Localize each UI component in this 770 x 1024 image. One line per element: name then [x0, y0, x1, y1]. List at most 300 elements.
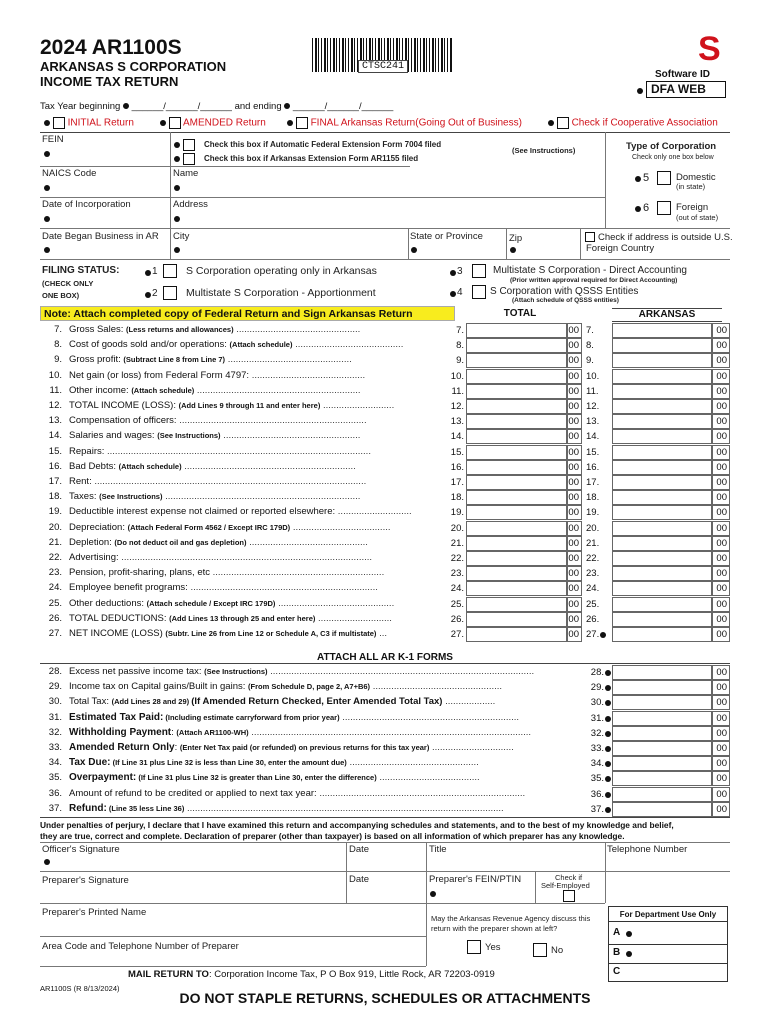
line-ref-right: 19.: [586, 507, 600, 519]
line-number: 10.: [48, 369, 62, 381]
arkansas-amount-field[interactable]: [612, 551, 712, 566]
arkansas-amount-field[interactable]: [612, 369, 712, 384]
date-label-2: Date: [349, 874, 370, 885]
cents-divider: [566, 597, 582, 612]
bullet-icon: [44, 859, 50, 865]
arkansas-amount-field[interactable]: [612, 414, 712, 429]
bullet-icon: [44, 216, 50, 222]
line-ref: 33.: [584, 741, 604, 756]
line-ref: 29.: [584, 680, 604, 695]
bullet-icon: [44, 120, 50, 126]
filing-3-checkbox[interactable]: [472, 264, 486, 278]
line-ref: 15.: [438, 445, 464, 460]
discuss-yes-checkbox[interactable]: [467, 940, 481, 954]
bullet-icon: [160, 120, 166, 126]
amount-field[interactable]: [612, 711, 712, 726]
line-text: Taxes:: [69, 491, 100, 503]
dot-leader: .............................................: [246, 536, 368, 548]
line-text: Total Tax:: [69, 696, 112, 708]
line-subtext: (Less returns and allowances): [126, 325, 234, 334]
line-ref-right: 21.: [586, 537, 600, 549]
cents-arkansas: 00: [716, 370, 727, 382]
area-code-label: Area Code and Telephone Number of Preparer: [42, 941, 239, 952]
bullet-icon: [44, 247, 50, 253]
title-label: Title: [429, 844, 447, 855]
cents-divider: [712, 665, 730, 680]
ext1155-label: Check this box if Arkansas Extension Form AR1155 filed: [204, 154, 419, 163]
line-ref: 16.: [438, 460, 464, 475]
cents-total: 00: [568, 477, 579, 488]
dot-leader: ............................: [337, 506, 412, 518]
attach-note: Note: Attach completed copy of Federal Return and Sign Arkansas Return: [40, 306, 455, 321]
arkansas-amount-field[interactable]: [612, 338, 712, 353]
line-text: Rent:: [69, 476, 95, 487]
arkansas-amount-field[interactable]: [612, 566, 712, 581]
amount-field[interactable]: [612, 756, 712, 771]
line-ref: 34.: [584, 756, 604, 771]
line-ref-right: 7.: [586, 325, 594, 336]
cents-total: 00: [568, 416, 579, 428]
bullet-icon: [510, 247, 516, 253]
line-row: [40, 695, 598, 709]
total-amount-field[interactable]: [466, 369, 568, 384]
attach-k1-heading: ATTACH ALL AR K-1 FORMS: [317, 652, 453, 663]
cents-divider: [712, 711, 730, 726]
line-text: Bad Debts:: [69, 460, 119, 472]
cents-divider: [712, 802, 730, 817]
cents-divider: [712, 490, 730, 505]
line-number: 28.: [48, 666, 62, 677]
line-number: 20.: [48, 521, 62, 533]
cents-total: 00: [568, 568, 579, 580]
line-row: [40, 711, 598, 725]
bullet-icon: [605, 700, 611, 706]
one-box-label: ONE BOX): [42, 291, 80, 300]
cents-divider: [566, 566, 582, 581]
cents-total: 00: [568, 613, 579, 625]
line-text: Excess net passive income tax:: [69, 666, 205, 677]
arkansas-amount-field[interactable]: [612, 399, 712, 414]
line-row: [40, 414, 460, 428]
total-amount-field[interactable]: [466, 414, 568, 429]
form-subtitle-1: ARKANSAS S CORPORATION: [40, 59, 227, 74]
bullet-icon: [430, 891, 436, 897]
line-number: 17.: [48, 476, 62, 487]
filing-4-checkbox[interactable]: [472, 285, 486, 299]
dot-leader: ............................: [315, 612, 392, 624]
line-text: TOTAL INCOME (LOSS):: [69, 400, 179, 411]
line-row: [40, 353, 460, 367]
arkansas-amount-field[interactable]: [612, 597, 712, 612]
line-text: Salaries and wages:: [69, 430, 158, 442]
line-number: 11.: [49, 384, 62, 396]
line-subtext: (See Instructions): [99, 492, 163, 502]
cents-arkansas: 00: [716, 340, 727, 352]
line-ref: 31.: [584, 711, 604, 726]
cents-divider: [566, 323, 582, 338]
discuss-no-checkbox[interactable]: [533, 943, 547, 957]
line-number: 12.: [48, 400, 62, 411]
bullet-icon: [605, 746, 611, 752]
total-amount-field[interactable]: [466, 521, 568, 536]
arkansas-amount-field[interactable]: [612, 536, 712, 551]
cents-arkansas: 00: [716, 507, 727, 519]
check-only-label: (CHECK ONLY: [42, 279, 94, 288]
filing-1-checkbox[interactable]: [163, 264, 177, 278]
total-amount-field[interactable]: [466, 445, 568, 460]
tax-year-label: Tax Year beginning: [40, 101, 121, 112]
cents-divider: [712, 726, 730, 741]
line-ref-right: 22.: [586, 553, 600, 564]
cents-divider: [712, 597, 730, 612]
naics-label: NAICS Code: [42, 168, 97, 179]
dot-leader: ...........................................: [251, 369, 366, 381]
bullet-icon: [626, 951, 632, 957]
line-text: Compensation of officers:: [69, 415, 180, 427]
line-subtext: (Enter Net Tax paid (or refunded) on previous returns for this tax year): [179, 743, 430, 752]
line-bold-text: Tax Due:: [69, 757, 111, 769]
amount-field[interactable]: [612, 802, 712, 817]
tax-year-end-field[interactable]: ______/______/______: [292, 101, 394, 112]
line-ref-right: 26.: [586, 613, 600, 625]
total-amount-field[interactable]: [466, 551, 568, 566]
cents-amount: 00: [716, 697, 727, 709]
total-amount-field[interactable]: [466, 475, 568, 490]
line-number: 19.: [48, 506, 62, 518]
cents-arkansas: 00: [716, 401, 727, 412]
line-subtext: (Add Lines 13 through 25 and enter here): [169, 613, 316, 623]
line-text: Income tax on Capital gains/Built in gains:: [69, 681, 249, 693]
total-amount-field[interactable]: [466, 505, 568, 520]
form-title: 2024 AR1100S: [40, 36, 182, 59]
dot-leader: ...........................: [320, 400, 395, 411]
line-number: 29.: [48, 681, 62, 693]
filing-1-number: 1: [152, 266, 158, 277]
arkansas-amount-field[interactable]: [612, 353, 712, 368]
cents-arkansas: 00: [716, 568, 727, 580]
line-bold-text: Overpayment:: [69, 772, 137, 784]
bullet-icon: [548, 120, 554, 126]
total-amount-field[interactable]: [466, 353, 568, 368]
dot-leader: .................................................................: [212, 567, 385, 579]
bullet-icon: [284, 103, 290, 109]
arkansas-amount-field[interactable]: [612, 445, 712, 460]
cents-amount: 00: [716, 773, 727, 785]
date-inc-label: Date of Incorporation: [42, 199, 131, 210]
line-bold-text: Amended Return Only: [69, 742, 175, 753]
bullet-icon: [605, 776, 611, 782]
line-subtext: (Attach schedule): [131, 385, 195, 395]
dot-leader: ........................................................................................................................: [184, 802, 504, 814]
bullet-icon: [635, 176, 641, 182]
line-ref-right: 8.: [586, 340, 594, 352]
line-number: 25.: [48, 597, 62, 609]
line-row: [40, 445, 460, 459]
total-amount-field[interactable]: [466, 490, 568, 505]
bullet-icon: [605, 792, 611, 798]
cents-total: 00: [568, 461, 579, 473]
total-amount-field[interactable]: [466, 429, 568, 444]
line-text: Advertising:: [69, 552, 122, 563]
total-amount-field[interactable]: [466, 597, 568, 612]
line-ref: 17.: [438, 475, 464, 490]
foreign-checkbox[interactable]: [657, 201, 671, 215]
cents-divider: [712, 460, 730, 475]
line-row: [40, 665, 598, 679]
cents-amount: 00: [716, 667, 727, 678]
amount-field[interactable]: [612, 741, 712, 756]
line-row: [40, 787, 598, 801]
bullet-icon: [411, 247, 417, 253]
outside-us-label: Check if address is outside U.S.: [598, 232, 733, 243]
cents-arkansas: 00: [716, 537, 727, 549]
cents-divider: [566, 445, 582, 460]
amount-field[interactable]: [612, 726, 712, 741]
arkansas-amount-field[interactable]: [612, 627, 712, 642]
arkansas-amount-field[interactable]: [612, 384, 712, 399]
amount-field[interactable]: [612, 771, 712, 786]
cents-total: 00: [568, 370, 579, 382]
line-text: Gross Sales:: [69, 324, 127, 335]
cents-arkansas: 00: [716, 629, 727, 640]
self-employed-checkbox[interactable]: [563, 890, 575, 902]
total-amount-field[interactable]: [466, 536, 568, 551]
mail-return-row: [128, 969, 495, 980]
form-letter-s: S: [698, 30, 721, 68]
arkansas-amount-field[interactable]: [612, 323, 712, 338]
cents-divider: [566, 475, 582, 490]
line-number: 18.: [48, 491, 62, 503]
dot-leader: ..............................................................: [194, 384, 361, 396]
initial-return-checkbox[interactable]: [53, 117, 65, 129]
total-amount-field[interactable]: [466, 627, 568, 642]
line-number: 13.: [48, 415, 62, 427]
cents-divider: [566, 581, 582, 596]
dot-leader: .........................................: [292, 339, 404, 351]
bullet-icon: [450, 291, 456, 297]
dot-leader: ...............................................: [233, 324, 361, 335]
line-ref: 26.: [438, 612, 464, 627]
cents-divider: [712, 741, 730, 756]
cents-divider: [712, 414, 730, 429]
domestic-checkbox[interactable]: [657, 171, 671, 185]
yes-label: Yes: [485, 942, 501, 953]
line-row: [40, 399, 460, 413]
cents-divider: [566, 551, 582, 566]
telephone-label: Telephone Number: [607, 844, 688, 855]
line-number: 15.: [48, 445, 62, 457]
cents-arkansas: 00: [716, 477, 727, 488]
cents-amount: 00: [716, 788, 727, 800]
line-row: [40, 597, 460, 611]
line-ref-right: 20.: [586, 522, 600, 534]
amount-field[interactable]: [612, 680, 712, 695]
line-row: [40, 536, 460, 550]
perjury-line-2: they are true, correct and complete. Declaration of preparer (other than taxpayer) is based on all information of which preparer has any knowledge.: [40, 831, 625, 841]
dept-c-label: C: [613, 966, 621, 977]
cents-divider: [712, 353, 730, 368]
arkansas-amount-field[interactable]: [612, 429, 712, 444]
bullet-icon: [145, 270, 151, 276]
line-text: Gross profit:: [69, 354, 124, 366]
ext1155-checkbox[interactable]: [183, 153, 195, 165]
total-amount-field[interactable]: [466, 323, 568, 338]
line-ref: 11.: [438, 384, 464, 399]
filing-2-label: Multistate S Corporation - Apportionment: [186, 287, 376, 299]
line-ref: 24.: [438, 581, 464, 596]
amount-field[interactable]: [612, 787, 712, 802]
domestic-label: Domestic: [676, 172, 716, 183]
line-subtext: (If Line 31 plus Line 32 is greater than Line 30, enter the difference): [136, 773, 377, 783]
line-number: 22.: [48, 552, 62, 563]
arkansas-amount-field[interactable]: [612, 505, 712, 520]
line-number: 23.: [48, 567, 62, 579]
line-number: 26.: [48, 612, 62, 624]
line-row: [40, 521, 460, 535]
line-row: [40, 551, 460, 565]
bullet-icon: [174, 216, 180, 222]
cents-divider: [712, 612, 730, 627]
cents-divider: [712, 566, 730, 581]
line-row: [40, 612, 460, 626]
tax-year-begin-field[interactable]: ______/______/______: [131, 101, 232, 112]
bullet-icon: [626, 931, 632, 937]
dot-leader: .................................................................: [181, 460, 356, 472]
cents-divider: [566, 460, 582, 475]
cents-total: 00: [568, 598, 579, 610]
cents-divider: [712, 771, 730, 786]
printed-name-label: Preparer's Printed Name: [42, 907, 147, 918]
cents-divider: [712, 399, 730, 414]
total-amount-field[interactable]: [466, 338, 568, 353]
line-number: 14.: [48, 430, 62, 442]
line-number: 32.: [48, 726, 62, 738]
cents-divider: [566, 612, 582, 627]
foreign-number: 6: [643, 202, 650, 214]
line-row: [40, 726, 598, 740]
dot-leader: ....................................................................................................: [267, 666, 535, 677]
total-amount-field[interactable]: [466, 399, 568, 414]
amount-field[interactable]: [612, 665, 712, 680]
line-number: 30.: [48, 696, 62, 708]
line-number: 8.: [54, 339, 62, 351]
line-ref-right: 23.: [586, 568, 600, 580]
cents-divider: [712, 695, 730, 710]
filing-4-note: (Attach schedule of QSSS entities): [512, 297, 619, 304]
line-ref: 27.: [438, 627, 464, 642]
arkansas-amount-field[interactable]: [612, 460, 712, 475]
cents-total: 00: [568, 325, 579, 336]
line-bold-text: (If Amended Return Checked, Enter Amended Total Tax): [191, 696, 443, 708]
arkansas-amount-field[interactable]: [612, 581, 712, 596]
dot-leader: .......................................................................: [190, 582, 378, 594]
line-bold-text: Refund:: [69, 802, 107, 814]
line-subtext: (Attach schedule): [229, 340, 293, 350]
arkansas-amount-field[interactable]: [612, 521, 712, 536]
cents-arkansas: 00: [716, 492, 727, 504]
dot-leader: .................................................: [346, 757, 479, 769]
amended-return-checkbox[interactable]: [169, 117, 181, 129]
cents-total: 00: [568, 522, 579, 534]
line-number: 31.: [48, 711, 62, 723]
filing-4-label: S Corporation with QSSS Entities: [490, 286, 639, 297]
total-amount-field[interactable]: [466, 581, 568, 596]
bullet-icon: [287, 120, 293, 126]
line-number: 33.: [48, 742, 62, 753]
bullet-icon: [600, 632, 606, 638]
arkansas-amount-field[interactable]: [612, 490, 712, 505]
line-subtext: (Do not deduct oil and gas depletion): [114, 537, 247, 547]
line-subtext: (If Line 31 plus Line 32 is less than Line 30, enter the amount due): [110, 758, 347, 768]
line-row: [40, 627, 460, 641]
form-id: AR1100S (R 8/13/2024): [40, 984, 120, 993]
line-ref: 32.: [584, 726, 604, 741]
line-ref-right: 15.: [586, 446, 600, 458]
line-ref-right: 11.: [586, 385, 599, 397]
bullet-icon: [174, 156, 180, 162]
line-ref-right: 12.: [586, 401, 600, 412]
may-discuss-1: May the Arkansas Revenue Agency discuss this: [431, 914, 591, 923]
filing-4-number: 4: [457, 287, 463, 298]
line-row: [40, 566, 460, 580]
self-employed-label: Self-Employed: [541, 881, 590, 890]
cents-amount: 00: [716, 727, 727, 739]
line-ref: 13.: [438, 414, 464, 429]
cents-arkansas: 00: [716, 553, 727, 564]
arkansas-amount-field[interactable]: [612, 475, 712, 490]
filing-2-checkbox[interactable]: [163, 286, 177, 300]
total-amount-field[interactable]: [466, 612, 568, 627]
cents-divider: [712, 551, 730, 566]
line-ref: 28.: [584, 665, 604, 680]
outside-us-checkbox[interactable]: [585, 232, 595, 242]
name-label: Name: [173, 168, 199, 179]
bullet-icon: [174, 142, 180, 148]
cents-divider: [712, 323, 730, 338]
date-began-label: Date Began Business in AR: [42, 231, 159, 242]
total-amount-field[interactable]: [466, 460, 568, 475]
line-text: :: [174, 742, 180, 753]
state-label: State or Province: [410, 231, 483, 242]
total-amount-field[interactable]: [466, 384, 568, 399]
cents-divider: [712, 338, 730, 353]
coop-checkbox[interactable]: [557, 117, 569, 129]
arkansas-amount-field[interactable]: [612, 612, 712, 627]
line-ref-right: 14.: [586, 431, 600, 443]
line-row: [40, 460, 460, 474]
line-ref-right: 9.: [586, 355, 594, 367]
mail-return-address: : Corporation Income Tax, P O Box 919, Little Rock, AR 72203-0919: [208, 969, 495, 980]
may-discuss-2: return with the preparer shown at left?: [431, 924, 558, 933]
line-text: TOTAL DEDUCTIONS:: [69, 612, 170, 624]
filing-3-note: (Prior written approval required for Direct Accounting): [510, 277, 678, 284]
line-text: Other income:: [69, 384, 132, 396]
line-row: [40, 505, 460, 519]
perjury-line-1: Under penalties of perjury, I declare that I have examined this return and accompanying schedules and statements, and to the best of my knowledge and belief,: [40, 820, 674, 830]
cents-amount: 00: [716, 758, 727, 770]
foreign-country-label: Foreign Country: [586, 243, 655, 254]
total-amount-field[interactable]: [466, 566, 568, 581]
domestic-number: 5: [643, 172, 650, 184]
final-return-checkbox[interactable]: [296, 117, 308, 129]
amount-field[interactable]: [612, 695, 712, 710]
cents-divider: [712, 505, 730, 520]
bullet-icon: [605, 761, 611, 767]
ext7004-checkbox[interactable]: [183, 139, 195, 151]
line-ref: 8.: [438, 338, 464, 353]
bullet-icon: [123, 103, 129, 109]
cents-divider: [712, 787, 730, 802]
